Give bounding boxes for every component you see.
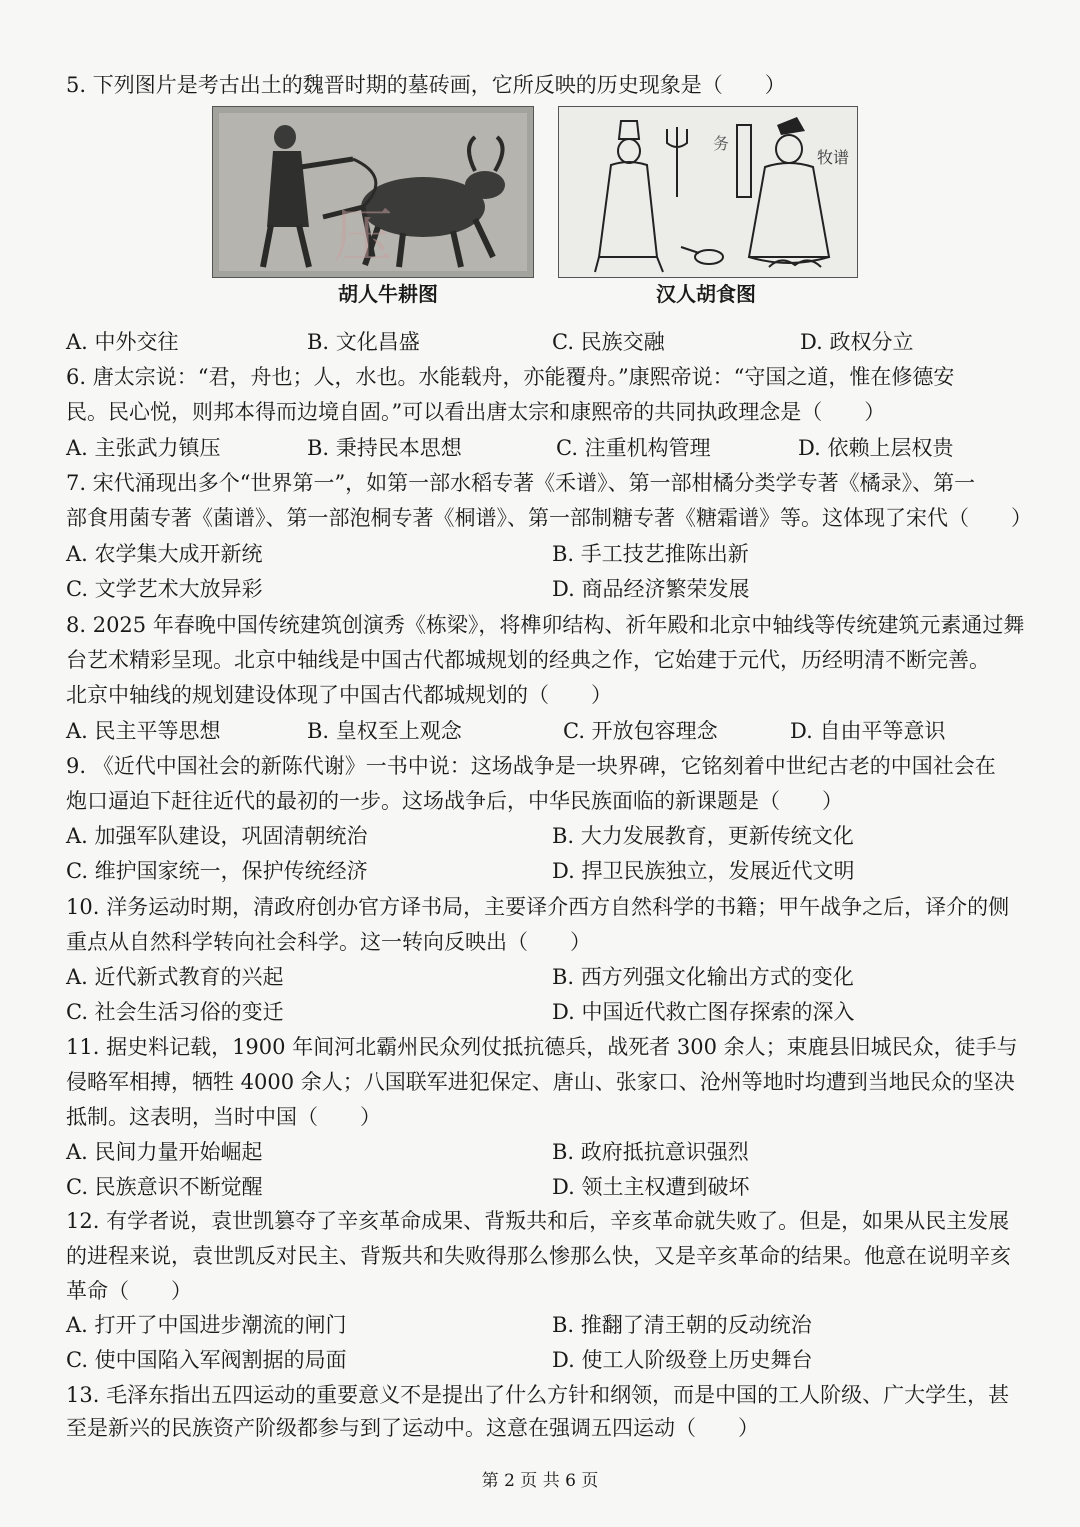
svg-text:压: 压 — [333, 202, 393, 272]
q13-line-1: 13. 毛泽东指出五四运动的重要意义不是提出了什么方针和纲领，而是中国的工人阶级、广大学生，甚 — [66, 1383, 1010, 1407]
q6-option-d: D. 依赖上层权贵 — [798, 436, 954, 460]
q12-line-1: 12. 有学者说，袁世凯篡夺了辛亥革命成果、背叛共和后，辛亥革命就失败了。但是，如果从民主发展 — [66, 1209, 1010, 1233]
page-number: 第 2 页 共 6 页 — [481, 1471, 599, 1491]
q9-option-d: D. 捍卫民族独立，发展近代文明 — [552, 859, 855, 883]
q8-option-d: D. 自由平等意识 — [790, 719, 946, 743]
q6-option-b: B. 秉持民本思想 — [307, 436, 462, 460]
q5-option-c: C. 民族交融 — [552, 330, 665, 354]
q9-option-b: B. 大力发展教育，更新传统文化 — [552, 824, 854, 848]
q10-option-c: C. 社会生活习俗的变迁 — [66, 1000, 284, 1024]
q9-line-1: 9. 《近代中国社会的新陈代谢》一书中说：这场战争是一块界碑，它铭刻着中世纪古老的中国社会在 — [66, 754, 996, 778]
q7-option-b: B. 手工技艺推陈出新 — [552, 542, 749, 566]
q12-line-3: 革命（ ） — [66, 1279, 192, 1303]
q6-option-c: C. 注重机构管理 — [556, 436, 711, 460]
q11-option-a: A. 民间力量开始崛起 — [66, 1140, 263, 1164]
q5-option-a: A. 中外交往 — [66, 330, 179, 354]
q8-line-1: 8. 2025 年春晚中国传统建筑创演秀《栋梁》，将榫卯结构、祈年殿和北京中轴线等传统建筑元素通过舞 — [66, 613, 1025, 637]
q7-option-c: C. 文学艺术大放异彩 — [66, 577, 263, 601]
q9-option-a: A. 加强军队建设，巩固清朝统治 — [66, 824, 368, 848]
q11-line-1: 11. 据史料记载，1900 年间河北霸州民众列仗抵抗德兵，战死者 300 余人；束鹿县旧城民众，徒手与 — [66, 1035, 1018, 1059]
q8-option-a: A. 民主平等思想 — [66, 719, 221, 743]
q6-line-1: 6. 唐太宗说：“君，舟也；人，水也。水能载舟，亦能覆舟。”康熙帝说：“守国之道，惟在修德安 — [66, 365, 955, 389]
q5-stem: 5. 下列图片是考古出土的魏晋时期的墓砖画，它所反映的历史现象是（ ） — [66, 73, 786, 97]
han-eating-hu-food-mural-image — [558, 106, 858, 278]
figure-caption-right: 汉人胡食图 — [656, 282, 756, 306]
q9-line-2: 炮口逼迫下赶往近代的最初的一步。这场战争后，中华民族面临的新课题是（ ） — [66, 789, 843, 813]
q11-line-2: 侵略军相搏，牺牲 4000 余人；八国联军进犯保定、唐山、张家口、沧州等地时均遭到当地民众的坚决 — [66, 1070, 1015, 1094]
q8-line-3: 北京中轴线的规划建设体现了中国古代都城规划的（ ） — [66, 683, 612, 707]
q8-line-2: 台艺术精彩呈现。北京中轴线是中国古代都城规划的经典之作，它始建于元代，历经明清不断完善。 — [66, 648, 990, 672]
q10-option-a: A. 近代新式教育的兴起 — [66, 965, 284, 989]
q11-option-d: D. 领土主权遭到破坏 — [552, 1175, 750, 1199]
q10-line-1: 10. 洋务运动时期，清政府创办官方译书局，主要译介西方自然科学的书籍；甲午战争之后，译介的侧 — [66, 895, 1010, 919]
q7-line-1: 7. 宋代涌现出多个“世界第一”，如第一部水稻专著《禾谱》、第一部柑橘分类学专著《橘录》、第一 — [66, 471, 976, 495]
q7-option-a: A. 农学集大成开新统 — [66, 542, 263, 566]
q12-option-b: B. 推翻了清王朝的反动统治 — [552, 1313, 812, 1337]
q6-option-a: A. 主张武力镇压 — [66, 436, 221, 460]
q12-option-d: D. 使工人阶级登上历史舞台 — [552, 1348, 813, 1372]
q8-option-b: B. 皇权至上观念 — [307, 719, 462, 743]
q7-line-2: 部食用菌专著《菌谱》、第一部泡桐专著《桐谱》、第一部制糖专著《糖霜谱》等。这体现了宋代（ ） — [66, 506, 1032, 530]
q12-line-2: 的进程来说，袁世凯反对民主、背叛共和失败得那么惨那么快，又是辛亥革命的结果。他意在说明辛亥 — [66, 1244, 1011, 1268]
q9-option-c: C. 维护国家统一，保护传统经济 — [66, 859, 368, 883]
q8-option-c: C. 开放包容理念 — [563, 719, 718, 743]
q11-line-3: 抵制。这表明，当时中国（ ） — [66, 1105, 381, 1129]
q10-option-d: D. 中国近代救亡图存探索的深入 — [552, 1000, 855, 1024]
q6-line-2: 民。民心悦，则邦本得而边境自固。”可以看出唐太宗和康熙帝的共同执政理念是（ ） — [66, 400, 886, 424]
q7-option-d: D. 商品经济繁荣发展 — [552, 577, 750, 601]
q11-option-c: C. 民族意识不断觉醒 — [66, 1175, 263, 1199]
ox-plowing-mural-image — [212, 106, 534, 278]
q10-line-2: 重点从自然科学转向社会科学。这一转向反映出（ ） — [66, 930, 591, 954]
q13-line-2: 至是新兴的民族资产阶级都参与到了运动中。这意在强调五四运动（ ） — [66, 1416, 759, 1440]
figure-caption-left: 胡人牛耕图 — [338, 282, 438, 306]
fig2-inscription-a: 务 — [713, 134, 730, 153]
q5-option-d: D. 政权分立 — [800, 330, 914, 354]
q10-option-b: B. 西方列强文化输出方式的变化 — [552, 965, 854, 989]
fig2-inscription-b: 牧谱 — [817, 148, 850, 167]
q12-option-a: A. 打开了中国进步潮流的闸门 — [66, 1313, 347, 1337]
q12-option-c: C. 使中国陷入军阀割据的局面 — [66, 1348, 347, 1372]
q11-option-b: B. 政府抵抗意识强烈 — [552, 1140, 749, 1164]
q5-option-b: B. 文化昌盛 — [307, 330, 420, 354]
